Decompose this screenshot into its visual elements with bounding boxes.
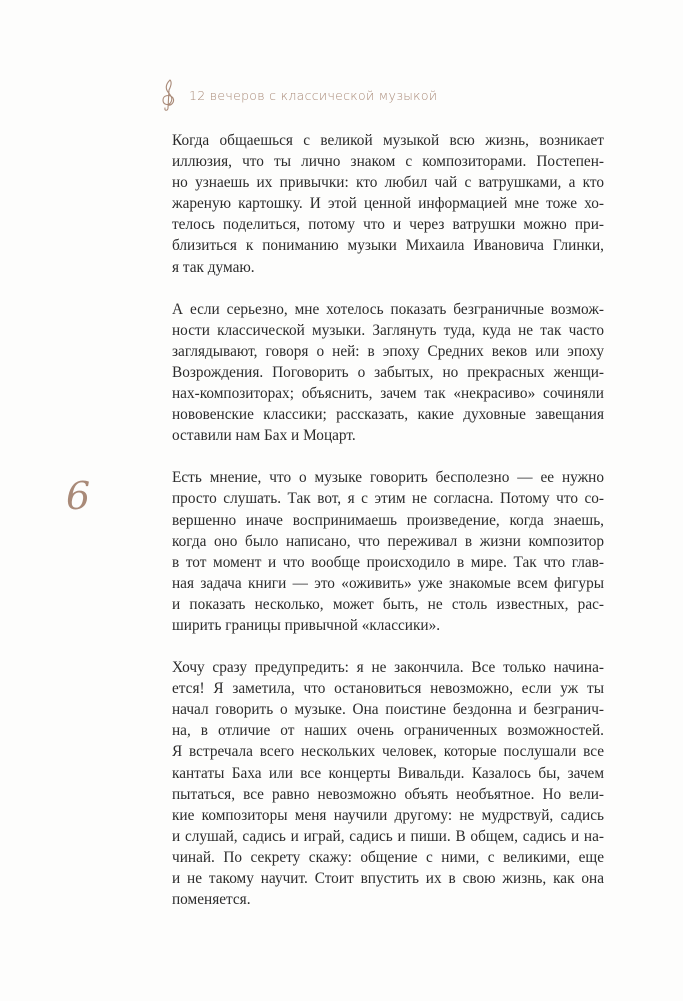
- text-line: жареную картошку. И этой ценной информацией мне тоже хо-: [172, 195, 604, 213]
- text-line: и показать несколько, может быть, не столь известных, рас-: [172, 595, 604, 613]
- text-line: ная задача книги — это «оживить» уже знакомые всем фигуры: [172, 574, 604, 592]
- paragraph-4: [172, 657, 604, 910]
- text-line: когда оно было написано, что переживал в жизни композитор: [172, 532, 604, 550]
- text-line: Хочу сразу предупредить: я не закончила. Все только начина-: [172, 659, 604, 677]
- text-line: ности классической музыки. Заглянуть туда, куда не так часто: [172, 321, 604, 339]
- text-line: пытаться, все равно невозможно объять необъятное. Но вели-: [172, 785, 604, 803]
- text-line: и слушай, садись и играй, садись и пиши. В общем, садись и на-: [172, 827, 604, 845]
- text-line: и не такому научит. Стоит впустить их в свою жизнь, как она: [172, 870, 604, 887]
- text-line: А если серьезно, мне хотелось показать безграничные возмож-: [172, 300, 604, 318]
- text-line: кие композиторы меня научили другому: не мудрствуй, садись: [172, 806, 604, 824]
- text-line: просто слушать. Так вот, я с этим не согласна. Потому что со-: [172, 490, 604, 508]
- text-line: но узнаешь их привычки: кто любил чай с ватрушками, а кто: [172, 174, 604, 192]
- paragraph-2: [172, 299, 604, 447]
- text-line: заглядывают, говоря о ней: в эпоху Средних веков или эпоху: [172, 342, 604, 360]
- text-line: иллюзия, что ты лично знаком с композиторами. Постепен-: [172, 153, 604, 171]
- paragraph-1: [172, 130, 604, 278]
- text-line: ется! Я заметила, что остановиться невозможно, если уж ты: [172, 680, 604, 698]
- text-line: кантаты Баха или все концерты Вивальди. Казалось бы, зачем: [172, 764, 604, 782]
- text-line: я так думаю.: [172, 258, 255, 276]
- text-line: Когда общаешься с великой музыкой всю жизнь, возникает: [172, 132, 604, 149]
- text-line: в тот момент и что вообще происходило в мире. Так что глав-: [172, 553, 604, 571]
- text-line: оставили нам Бах и Моцарт.: [172, 427, 356, 445]
- text-line: нах-композиторах; объяснить, зачем так «некрасиво» сочиняли: [172, 385, 604, 403]
- text-line: начал говорить о музыке. Она поистине бездонна и безгранич-: [172, 701, 604, 719]
- text-line: ширить границы привычной «классики».: [172, 616, 441, 634]
- text-line: вершенно иначе воспринимаешь произведение, когда знаешь,: [172, 511, 604, 529]
- running-title: 12 вечеров с классической музыкой: [189, 87, 438, 103]
- text-line: на, в отличие от наших очень ограниченных возможностей.: [172, 722, 604, 740]
- body-text: [172, 130, 604, 931]
- treble-clef-icon: [159, 78, 179, 112]
- text-line: чинай. По секрету скажу: общение с ними, с великими, еще: [172, 848, 604, 866]
- text-line: нововенские классики; рассказать, какие духовные завещания: [172, 406, 604, 424]
- paragraph-3: [172, 467, 604, 636]
- page-number: 6: [66, 474, 91, 518]
- text-line: Есть мнение, что о музыке говорить бесполезно — ее нужно: [172, 469, 604, 487]
- running-header: [159, 78, 437, 112]
- text-line: телось поделиться, потому что и через ватрушки можно при-: [172, 216, 604, 234]
- text-line: Возрождения. Поговорить о забытых, но прекрасных женщи-: [172, 363, 604, 381]
- text-line: поменяется.: [172, 891, 251, 909]
- text-line: близиться к пониманию музыки Михаила Ивановича Глинки,: [172, 237, 604, 255]
- text-line: Я встречала всего нескольких человек, которые послушали все: [172, 743, 604, 761]
